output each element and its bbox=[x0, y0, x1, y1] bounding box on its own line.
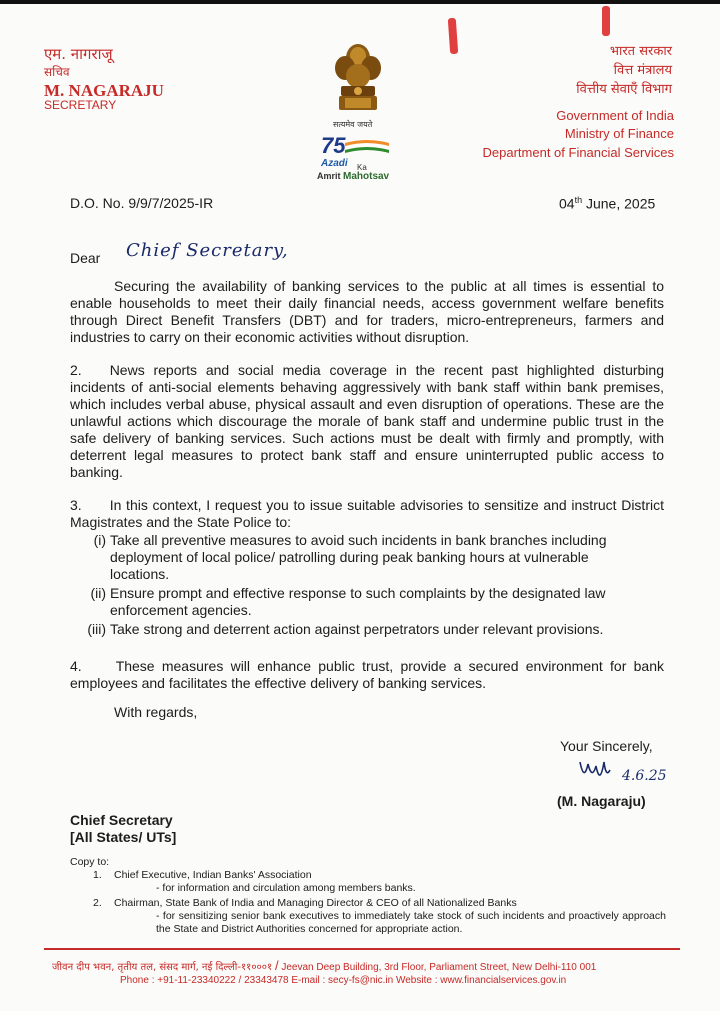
ministry-hindi: वित्त मंत्रालय bbox=[613, 63, 672, 78]
signature-icon bbox=[576, 752, 626, 792]
action-list: (i) Take all preventive measures to avoid such incidents in bank branches including deployment of local police/ patrolling during peak banking hours at vulnerable locations. (ii) Ensure prompt and effective response to such complaints by the designated law enforcement agencies. (iii) Take strong and deterrent action against perpetrators under relevant provisions. bbox=[87, 532, 607, 637]
sender-title-hindi: सचिव bbox=[44, 65, 70, 79]
footer-address: जीवन दीप भवन, तृतीय तल, संसद मार्ग, नई दिल्ली-११०००१ / Jeevan Deep Building, 3rd Floor, Parliament Street, New Delhi-110 001 bbox=[52, 958, 597, 973]
copy-entry-1-name: Chief Executive, Indian Banks' Association bbox=[114, 869, 312, 881]
sender-name: M. NAGARAJU bbox=[44, 81, 164, 100]
copy-entry-2-name: Chairman, State Bank of India and Managing Director & CEO of all Nationalized Banks bbox=[114, 897, 517, 909]
govt-english: Government of India bbox=[556, 108, 674, 123]
ministry-english: Ministry of Finance bbox=[564, 126, 674, 141]
paragraph-3: 3. In this context, I request you to issue suitable advisories to sensitize and instruct District Magistrates and the State Police to: bbox=[70, 497, 664, 530]
top-border bbox=[0, 0, 720, 4]
closing: Your Sincerely, bbox=[560, 738, 653, 754]
red-marker-right bbox=[602, 6, 610, 36]
handwritten-addressee: Chief Secretary, bbox=[126, 240, 289, 261]
paragraph-4: 4. These measures will enhance public trust, provide a secured environment for bank employees and facilitates the effective delivery of banking services. bbox=[70, 658, 664, 691]
footer-contact: Phone : +91-11-23340222 / 23343478 E-mail : secy-fs@nic.in Website : www.financialservices.gov.in bbox=[120, 975, 567, 986]
regards: With regards, bbox=[114, 704, 198, 720]
logo-word-mahotsav: Mahotsav bbox=[343, 171, 390, 182]
logo-word-amrit: Amrit bbox=[317, 171, 341, 181]
department-english: Department of Financial Services bbox=[482, 145, 674, 160]
copy-entry-2-purpose: - for sensitizing senior bank executives to immediately take stock of such incidents and proactively approach the State and District Authorities concerned for appropriate action. bbox=[156, 910, 666, 935]
emblem-motto: सत्यमेव जयते bbox=[333, 120, 373, 129]
footer-divider bbox=[44, 948, 680, 950]
logo-word-ka: Ka bbox=[357, 163, 367, 172]
signatory-name: (M. Nagaraju) bbox=[557, 793, 646, 809]
sender-name-hindi: एम. नागराजू bbox=[44, 45, 113, 63]
copy-entry-1-num: 1. bbox=[93, 869, 102, 881]
national-emblem-icon bbox=[325, 36, 391, 128]
govt-hindi: भारत सरकार bbox=[609, 44, 672, 59]
logo-number: 75 bbox=[321, 133, 346, 158]
red-marker-left bbox=[448, 18, 458, 54]
addressee-scope: [All States/ UTs] bbox=[70, 829, 177, 845]
copy-to-label: Copy to: bbox=[70, 856, 110, 868]
reference-number: D.O. No. 9/9/7/2025-IR bbox=[70, 195, 214, 211]
paragraph-2: 2. News reports and social media coverage in the recent past highlighted disturbing incidents of anti-social elements behaving aggressively with bank staff within bank premises, which includes verbal abuse, physical assault and even disruption of operations. These are the unlawful actions which discourage the morale of bank staff and undermine public trust in the safe delivery of banking services. Such actions must be dealt with firmly and promptly, with deterrent legal measures to protect bank staff and ensure uninterrupted public access to banking. bbox=[70, 362, 664, 480]
letter-date: 04th June, 2025 bbox=[559, 195, 656, 212]
addressee-title: Chief Secretary bbox=[70, 812, 173, 828]
flag-swoosh-icon bbox=[345, 139, 389, 155]
copy-entry-2-num: 2. bbox=[93, 897, 102, 909]
signature-date: 4.6.25 bbox=[622, 768, 667, 784]
salutation: Dear bbox=[70, 250, 101, 266]
azadi-ka-amrit-mahotsav-logo bbox=[315, 131, 405, 191]
department-hindi: वित्तीय सेवाएँ विभाग bbox=[576, 82, 672, 97]
paragraph-1: Securing the availability of banking services to the public at all times is essential to enable households to meet their daily financial needs, access government welfare benefits through Direct Benefit Transfers (DBT) and for traders, micro-entrepreneurs, farmers and industries to carry on their economic activities without disruption. bbox=[70, 278, 664, 345]
copy-entry-1-purpose: - for information and circulation among members banks. bbox=[156, 882, 416, 894]
sender-title: SECRETARY bbox=[44, 98, 117, 112]
logo-word-azadi: Azadi bbox=[321, 158, 348, 169]
